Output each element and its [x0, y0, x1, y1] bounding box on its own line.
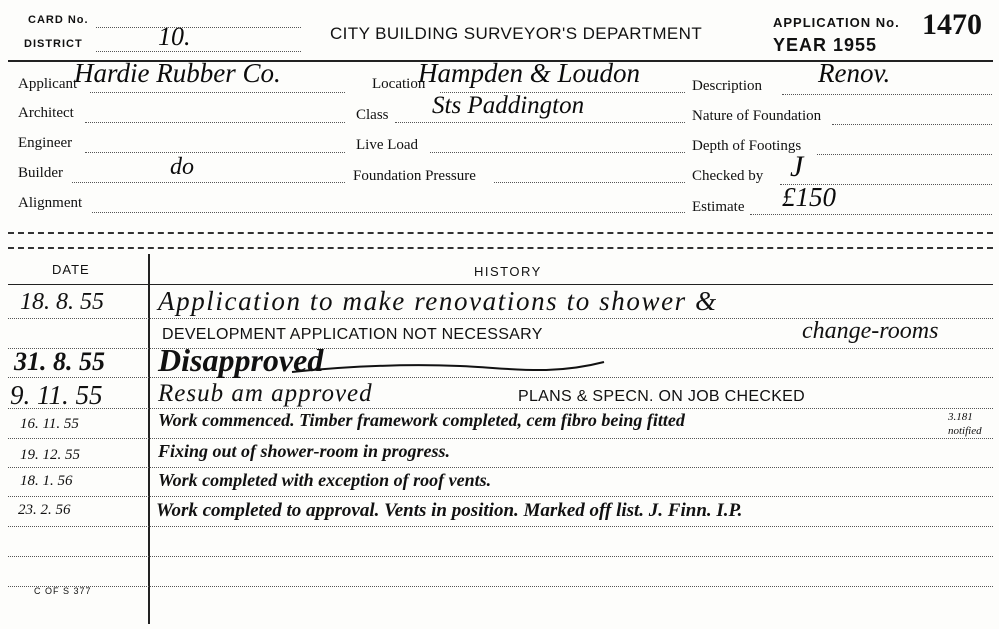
class-label: Class: [356, 107, 389, 123]
disapproved-underline-flourish: [290, 348, 610, 384]
alignment-label: Alignment: [18, 195, 83, 211]
history-entry: Resub am approved: [158, 380, 373, 407]
checked-by-label: Checked by: [692, 168, 764, 184]
application-no-label: APPLICATION No.: [773, 15, 900, 30]
history-date: 23. 2. 56: [18, 502, 71, 518]
engineer-label: Engineer: [18, 135, 73, 151]
rule-8: [8, 526, 993, 527]
history-date: 16. 11. 55: [20, 416, 79, 432]
location-label: Location: [372, 76, 426, 92]
rule-10: [8, 586, 993, 587]
history-date: 9. 11. 55: [10, 380, 103, 410]
district-value: 10.: [158, 22, 191, 51]
card-no-label: CARD No.: [28, 14, 89, 26]
builder-value: do: [170, 154, 194, 180]
engineer-line: [85, 152, 345, 153]
estimate-line: [750, 214, 992, 215]
builder-label: Builder: [18, 165, 63, 181]
builder-line: [72, 182, 345, 183]
live-load-line: [430, 152, 685, 153]
rule-9: [8, 556, 993, 557]
year-label: YEAR 1955: [773, 35, 878, 55]
form-code: C OF S 377: [34, 586, 92, 596]
depth-line: [817, 154, 992, 155]
card-no-line: [96, 27, 301, 28]
history-entry: Work commenced. Timber framework completed, cem fibro being fitted: [158, 410, 685, 430]
description-label: Description: [692, 78, 762, 94]
alignment-line: [92, 212, 685, 213]
live-load-label: Live Load: [356, 137, 419, 153]
application-no-value: 1470: [922, 8, 982, 41]
history-date: 19. 12. 55: [20, 447, 80, 463]
history-header: HISTORY: [474, 264, 542, 279]
history-date: 18. 1. 56: [20, 473, 73, 489]
fields-separator-2: [8, 247, 993, 249]
applicant-label: Applicant: [18, 76, 78, 92]
estimate-label: Estimate: [692, 199, 745, 215]
history-entry: Disapproved: [158, 342, 324, 378]
architect-line: [85, 122, 345, 123]
history-stamp: DEVELOPMENT APPLICATION NOT NECESSARY: [162, 326, 543, 343]
checked-by-value: J: [790, 150, 804, 183]
department-title: CITY BUILDING SURVEYOR'S DEPARTMENT: [330, 24, 703, 43]
depth-of-footings-label: Depth of Footings: [692, 138, 802, 154]
history-header-rule: [8, 284, 993, 285]
history-entry: Work completed with exception of roof vents.: [158, 470, 492, 490]
history-entry: Application to make renovations to shower &: [158, 286, 718, 316]
nature-line: [832, 124, 992, 125]
estimate-value: £150: [782, 182, 836, 212]
rule-7: [8, 496, 993, 497]
history-stamp: PLANS & SPECN. ON JOB CHECKED: [518, 388, 805, 405]
class-line: [395, 122, 685, 123]
district-line: [96, 51, 301, 52]
history-entry-extra: 3.181 notified: [948, 411, 982, 437]
rule-4: [8, 408, 993, 409]
date-column-divider: [148, 254, 150, 624]
date-header: DATE: [52, 262, 90, 277]
class-value: Sts Paddington: [432, 92, 585, 119]
architect-label: Architect: [18, 105, 74, 121]
location-value: Hampden & Loudon: [418, 58, 640, 88]
applicant-value: Hardie Rubber Co.: [74, 58, 281, 88]
foundation-pressure-line: [494, 182, 685, 183]
description-value: Renov.: [818, 58, 891, 88]
history-date: 31. 8. 55: [14, 347, 105, 376]
history-entry: Work completed to approval. Vents in position. Marked off list. J. Finn. I.P.: [156, 500, 743, 521]
nature-of-foundation-label: Nature of Foundation: [692, 108, 822, 124]
applicant-line: [90, 92, 345, 93]
description-line: [782, 94, 992, 95]
rule-5: [8, 438, 993, 439]
history-entry-extra: change-rooms: [802, 318, 939, 344]
foundation-pressure-label: Foundation Pressure: [353, 168, 476, 184]
history-entry: Fixing out of shower-room in progress.: [158, 441, 451, 461]
fields-separator-1: [8, 232, 993, 234]
district-label: DISTRICT: [24, 38, 83, 50]
rule-6: [8, 467, 993, 468]
history-date: 18. 8. 55: [20, 289, 104, 315]
